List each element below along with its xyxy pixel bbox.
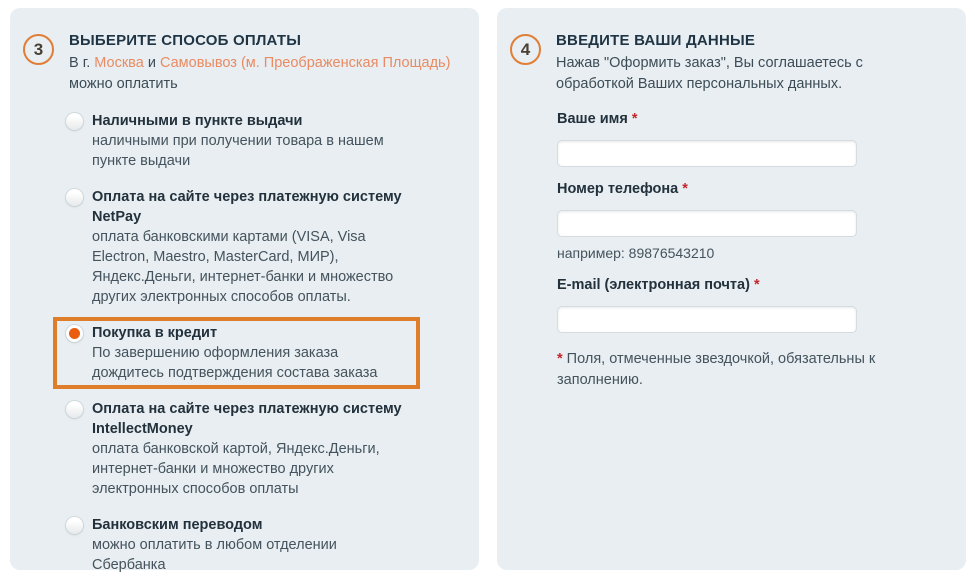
required-note	[557, 349, 892, 391]
payment-option-title: Оплата на сайте через платежную систему NetPay	[92, 189, 402, 225]
radio-button-icon[interactable]	[66, 401, 83, 418]
details-title: ВВЕДИТЕ ВАШИ ДАННЫЕ	[556, 32, 756, 49]
form-field	[557, 275, 966, 333]
text-input[interactable]	[557, 140, 857, 167]
required-marker: *	[682, 181, 688, 197]
payment-option-description: По завершению оформления заказа дождитесь подтверждения состава заказа	[92, 345, 378, 381]
radio-button-icon[interactable]	[66, 517, 83, 534]
text-input[interactable]	[557, 210, 857, 237]
field-hint: например: 89876543210	[557, 245, 715, 261]
user-details-panel	[497, 8, 966, 570]
field-label-text: E-mail (электронная почта)	[557, 277, 750, 293]
form-field	[557, 179, 966, 263]
payment-method-panel	[10, 8, 479, 573]
payment-option-title: Наличными в пункте выдачи	[92, 113, 303, 129]
payment-option-title: Покупка в кредит	[92, 325, 218, 341]
required-marker: *	[557, 351, 563, 367]
payment-header	[10, 8, 479, 95]
text-input[interactable]	[557, 306, 857, 333]
payment-options	[53, 105, 479, 581]
required-marker: *	[753, 277, 760, 293]
payment-option[interactable]	[53, 105, 420, 177]
step-number: 4	[520, 39, 531, 59]
payment-option-title: Оплата на сайте через платежную систему IntellectMoney	[92, 401, 402, 437]
required-note-text: Поля, отмеченные звездочкой, обязательны к заполнению.	[557, 351, 876, 388]
payment-option-description: наличными при получении товара в нашем пункте выдачи	[92, 133, 384, 169]
payment-option[interactable]	[53, 317, 420, 389]
payment-option[interactable]	[53, 181, 420, 313]
details-form	[557, 109, 966, 391]
form-fields	[557, 109, 966, 333]
step-3-badge	[23, 34, 54, 65]
required-marker: *	[631, 111, 638, 127]
radio-button-icon[interactable]	[66, 113, 83, 130]
radio-button-icon[interactable]	[66, 189, 83, 206]
details-header	[497, 8, 966, 95]
intro-prefix: В г.	[69, 55, 95, 71]
payment-option-description: можно оплатить в любом отделении Сбербанка	[92, 537, 337, 573]
field-label	[557, 275, 966, 295]
step-4-badge	[510, 34, 541, 65]
intro-suffix: можно оплатить	[69, 76, 178, 92]
field-label-text: Ваше имя	[557, 111, 628, 127]
field-label-text: Номер телефона	[557, 181, 679, 197]
pickup-link[interactable]: Самовывоз (м. Преображенская Площадь)	[159, 55, 451, 71]
intro-conjunction: и	[143, 55, 160, 71]
details-intro: Нажав "Оформить заказ", Вы соглашаетесь с обработкой Ваших персональных данных.	[556, 55, 863, 92]
city-link[interactable]: Москва	[94, 55, 144, 71]
payment-option-description: оплата банковскими картами (VISA, Visa Electron, Maestro, MasterCard, МИР), Яндекс.Деньги, интернет-банки и множество других электронных способов оплаты.	[92, 229, 394, 305]
radio-button-icon[interactable]	[66, 325, 83, 342]
payment-option-title: Банковским переводом	[92, 517, 263, 533]
payment-option[interactable]	[53, 393, 420, 505]
form-field	[557, 109, 966, 167]
field-label	[557, 179, 966, 199]
payment-option-description: оплата банковской картой, Яндекс.Деньги, интернет-банки и множество других электронных способов оплаты	[92, 441, 380, 497]
field-label	[557, 109, 966, 129]
payment-title: ВЫБЕРИТЕ СПОСОБ ОПЛАТЫ	[69, 32, 302, 49]
payment-option[interactable]	[53, 509, 420, 581]
payment-intro	[69, 53, 461, 95]
step-number: 3	[33, 39, 44, 59]
